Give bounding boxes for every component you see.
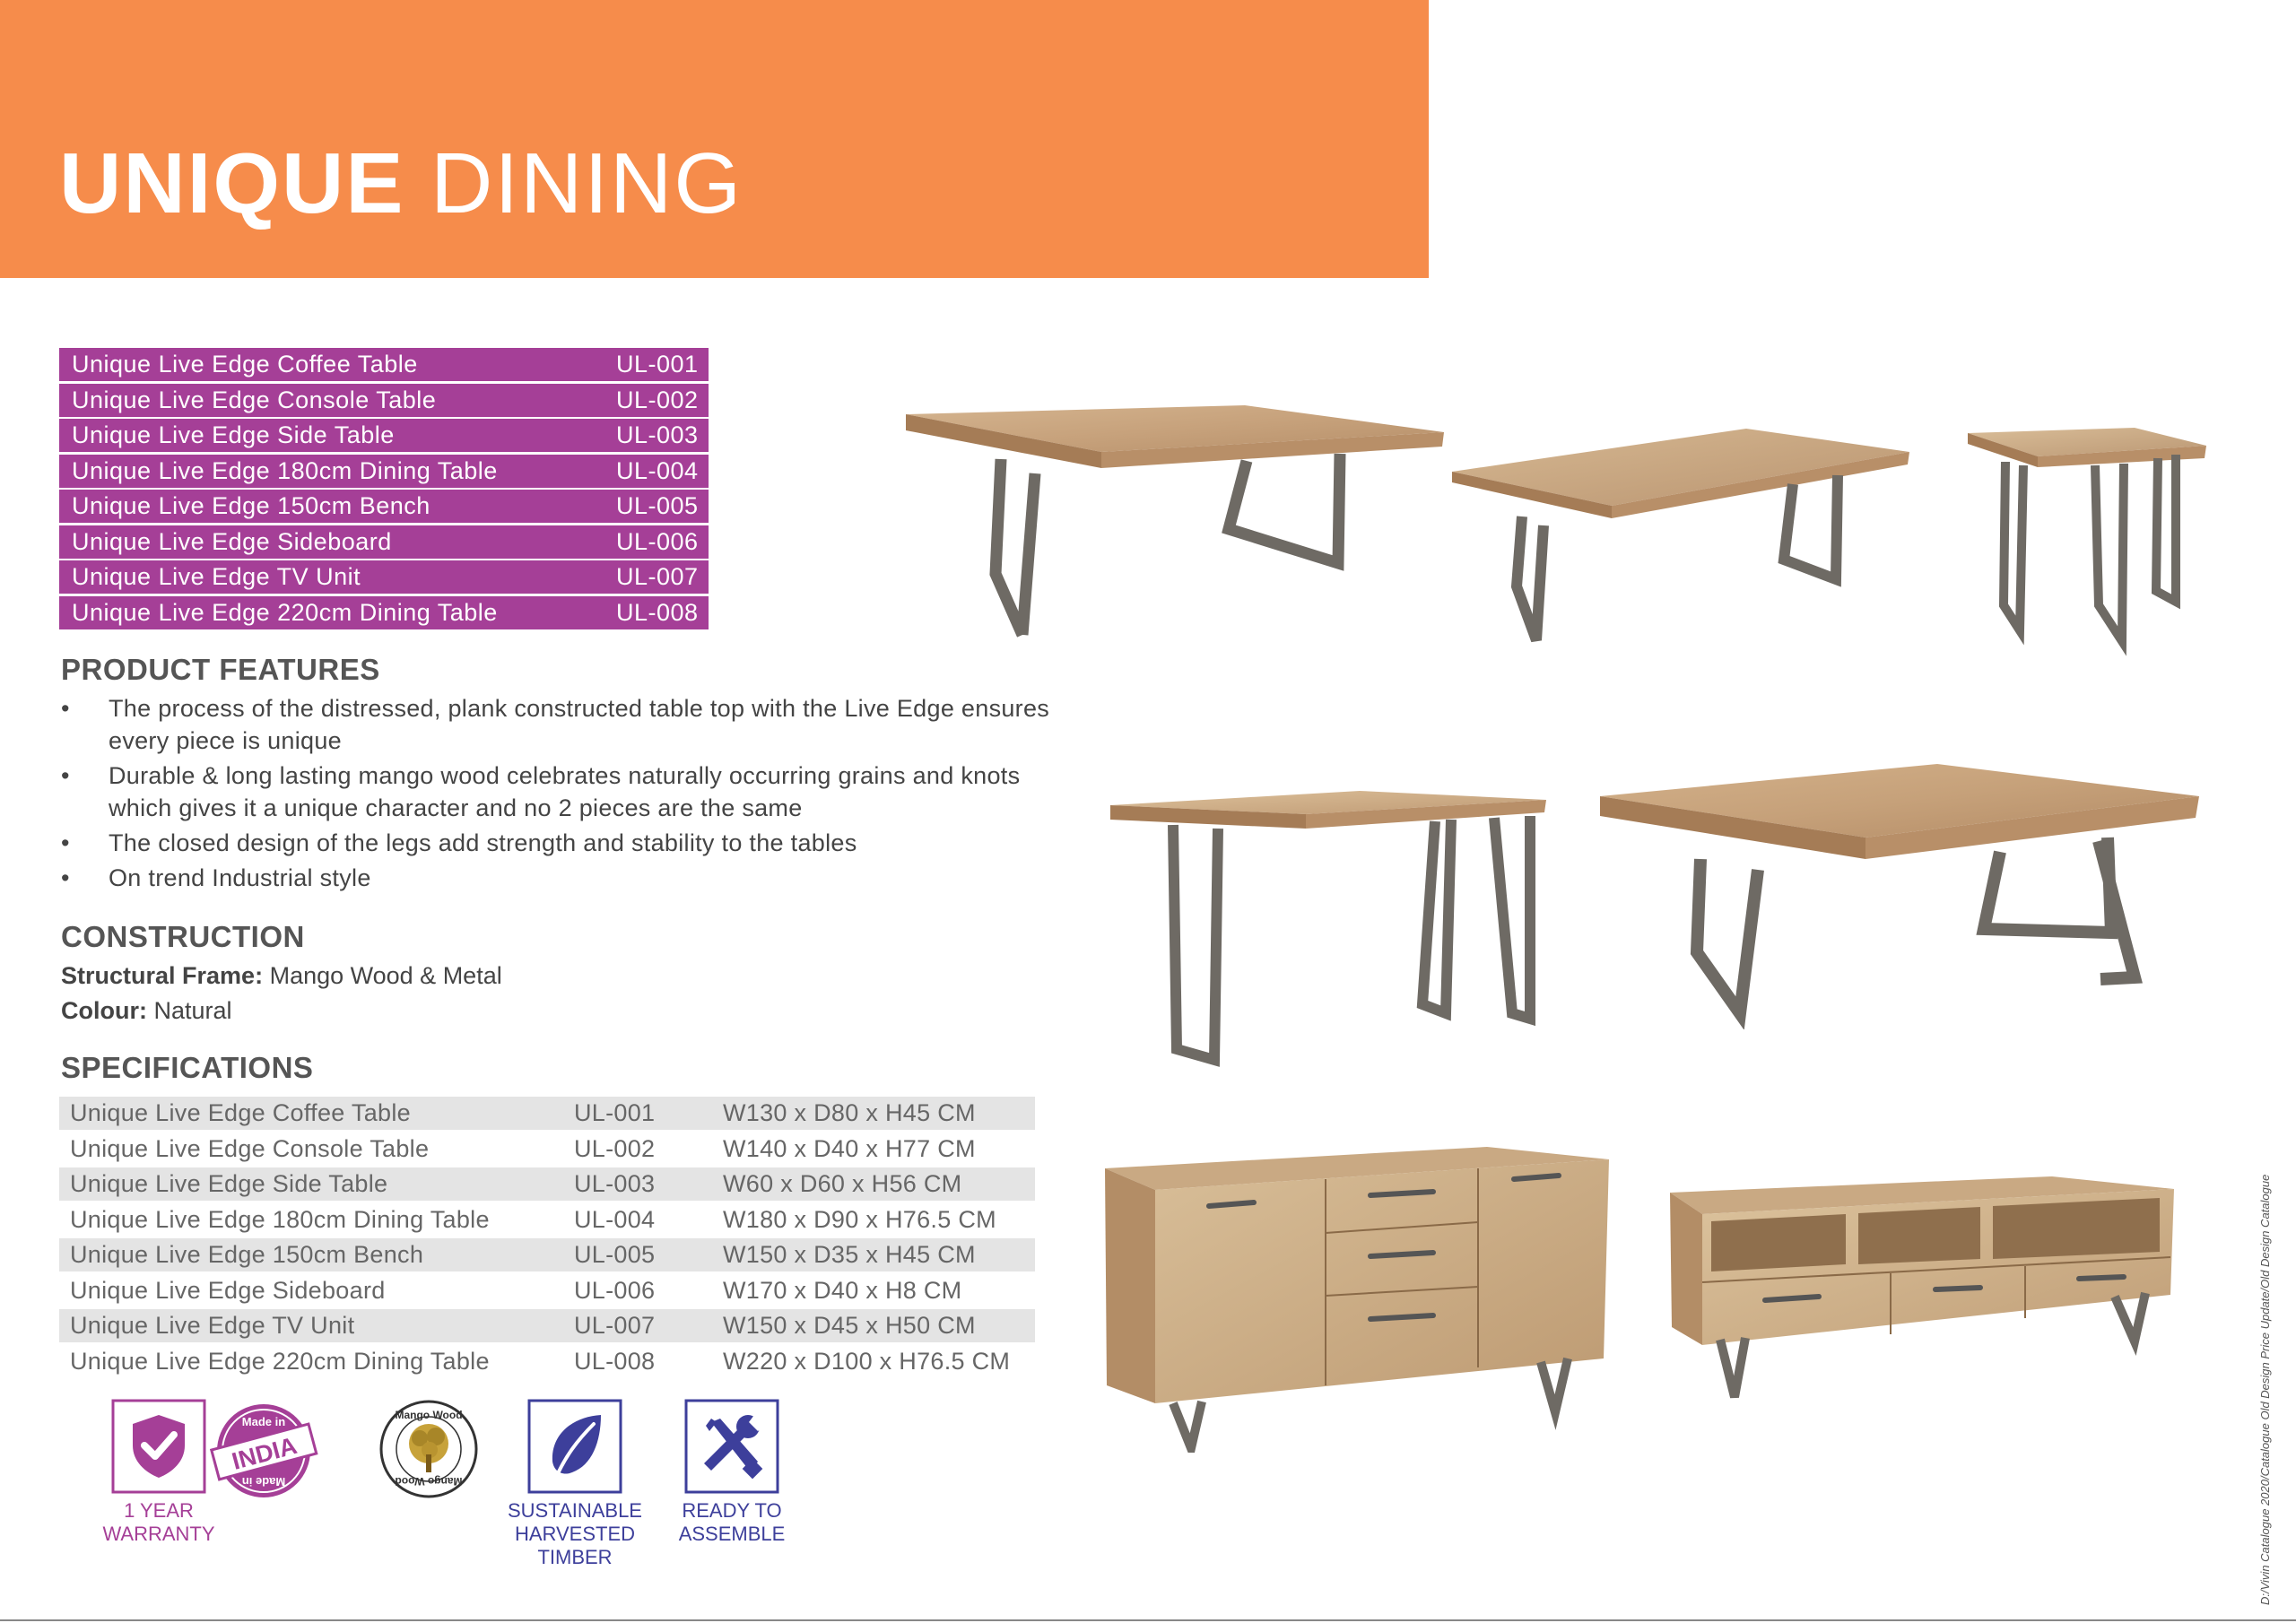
assemble-line2: ASSEMBLE xyxy=(678,1523,786,1545)
construction-heading: CONSTRUCTION xyxy=(61,920,305,953)
warranty-badge xyxy=(93,1499,224,1546)
header-banner xyxy=(0,0,1429,278)
spec-dims: W150 x D35 x H45 CM xyxy=(723,1241,976,1268)
code-row xyxy=(59,384,709,417)
spec-code: UL-008 xyxy=(574,1347,656,1375)
code-row xyxy=(59,348,709,381)
table-row xyxy=(59,1133,1035,1166)
svg-text:Made in: Made in xyxy=(241,1415,286,1428)
construction-details xyxy=(61,959,502,1028)
sustainable-line3: TIMBER xyxy=(537,1546,613,1568)
spec-dims: W60 x D60 x H56 CM xyxy=(723,1170,962,1197)
product-name: Unique Live Edge Console Table xyxy=(72,386,437,413)
product-code-table xyxy=(59,348,709,631)
product-code: UL-001 xyxy=(616,351,699,378)
page-title xyxy=(59,135,743,233)
table-row xyxy=(59,1309,1035,1342)
product-name: Unique Live Edge 150cm Bench xyxy=(72,492,430,519)
svg-text:Mango Wood: Mango Wood xyxy=(395,1409,463,1421)
product-code: UL-004 xyxy=(616,456,699,484)
table-row xyxy=(59,1097,1035,1130)
spec-name: Unique Live Edge Side Table xyxy=(70,1170,388,1197)
feature-item xyxy=(61,827,1065,859)
mango-wood-seal xyxy=(378,1399,479,1499)
assemble-line1: READY TO xyxy=(682,1499,782,1522)
warranty-line2: WARRANTY xyxy=(102,1523,215,1545)
spec-code: UL-005 xyxy=(574,1241,656,1268)
sustainable-line1: SUSTAINABLE xyxy=(508,1499,642,1522)
bottom-divider xyxy=(0,1619,2296,1621)
code-row xyxy=(59,490,709,523)
sustainable-line2: HARVESTED xyxy=(514,1523,636,1545)
spec-name: Unique Live Edge 150cm Bench xyxy=(70,1241,424,1268)
spec-dims: W150 x D45 x H50 CM xyxy=(723,1312,976,1339)
product-code: UL-003 xyxy=(616,421,699,448)
product-code: UL-008 xyxy=(616,598,699,626)
product-name: Unique Live Edge 180cm Dining Table xyxy=(72,456,498,484)
product-name: Unique Live Edge Side Table xyxy=(72,421,395,448)
spec-name: Unique Live Edge 180cm Dining Table xyxy=(70,1205,490,1233)
spec-dims: W180 x D90 x H76.5 CM xyxy=(723,1205,996,1233)
colour-value: Natural xyxy=(153,997,232,1024)
code-row xyxy=(59,419,709,452)
coffee-table-image xyxy=(904,395,1447,646)
tools-icon xyxy=(684,1399,779,1494)
console-table-image xyxy=(1109,789,1548,1067)
spec-dims: W220 x D100 x H76.5 CM xyxy=(723,1347,1011,1375)
spec-name: Unique Live Edge 220cm Dining Table xyxy=(70,1347,490,1375)
title-light: DINING xyxy=(430,135,744,231)
title-bold: UNIQUE xyxy=(59,135,405,231)
svg-text:Mango Wood: Mango Wood xyxy=(395,1475,463,1488)
feature-text: Durable & long lasting mango wood celebrates naturally occurring grains and knots which gives it a unique character and no 2 pieces are the same xyxy=(109,762,1021,821)
bench-image xyxy=(1450,425,1912,649)
dining-table-image xyxy=(1596,760,2202,1029)
code-row xyxy=(59,455,709,488)
spec-name: Unique Live Edge TV Unit xyxy=(70,1312,355,1339)
spec-name: Unique Live Edge Sideboard xyxy=(70,1276,386,1304)
feature-item xyxy=(61,862,1065,894)
code-row xyxy=(59,560,709,594)
shield-check-icon xyxy=(111,1399,206,1494)
file-path-note: D:/Vivin Catalogue 2020/Catalogue Old Design Price Update/Old Design Catalogue xyxy=(2258,1174,2272,1605)
features-list xyxy=(61,692,1065,897)
warranty-line1: 1 YEAR xyxy=(124,1499,194,1522)
bullet-icon: • xyxy=(61,695,70,722)
spec-code: UL-003 xyxy=(574,1170,656,1197)
spec-code: UL-006 xyxy=(574,1276,656,1304)
product-name: Unique Live Edge 220cm Dining Table xyxy=(72,598,498,626)
specifications-heading: SPECIFICATIONS xyxy=(61,1051,314,1084)
spec-dims: W170 x D40 x H8 CM xyxy=(723,1276,962,1304)
feature-text: The process of the distressed, plank constructed table top with the Live Edge ensures every piece is unique xyxy=(109,695,1050,754)
frame-label: Structural Frame: xyxy=(61,962,264,989)
spec-name: Unique Live Edge Console Table xyxy=(70,1134,430,1162)
product-code: UL-005 xyxy=(616,492,699,519)
feature-text: On trend Industrial style xyxy=(109,864,371,891)
sustainable-badge xyxy=(499,1499,651,1569)
spec-name: Unique Live Edge Coffee Table xyxy=(70,1099,411,1126)
made-in-india-stamp xyxy=(208,1399,319,1503)
product-name: Unique Live Edge TV Unit xyxy=(72,563,361,590)
svg-text:Made in: Made in xyxy=(241,1475,286,1488)
table-row xyxy=(59,1167,1035,1201)
spec-code: UL-004 xyxy=(574,1205,656,1233)
product-code: UL-007 xyxy=(616,563,699,590)
bullet-icon: • xyxy=(61,762,70,789)
tv-unit-image xyxy=(1666,1175,2178,1399)
colour-line xyxy=(61,994,502,1028)
side-table-image xyxy=(1964,426,2208,659)
frame-line xyxy=(61,959,502,994)
table-row xyxy=(59,1274,1035,1307)
product-name: Unique Live Edge Sideboard xyxy=(72,527,392,555)
bullet-icon: • xyxy=(61,829,70,856)
feature-item xyxy=(61,692,1065,757)
bullet-icon: • xyxy=(61,864,70,891)
specifications-table xyxy=(59,1097,1035,1380)
product-code: UL-006 xyxy=(616,527,699,555)
table-row xyxy=(59,1238,1035,1271)
leaf-icon xyxy=(527,1399,622,1494)
feature-item xyxy=(61,759,1065,824)
spec-code: UL-007 xyxy=(574,1312,656,1339)
code-row xyxy=(59,596,709,629)
colour-label: Colour: xyxy=(61,997,147,1024)
spec-code: UL-002 xyxy=(574,1134,656,1162)
code-row xyxy=(59,525,709,559)
features-heading: PRODUCT FEATURES xyxy=(61,653,380,686)
assemble-badge xyxy=(660,1499,804,1546)
product-code: UL-002 xyxy=(616,386,699,413)
table-row xyxy=(59,1203,1035,1237)
svg-text:INDIA: INDIA xyxy=(229,1431,300,1475)
product-name: Unique Live Edge Coffee Table xyxy=(72,351,418,378)
feature-text: The closed design of the legs add strength and stability to the tables xyxy=(109,829,857,856)
spec-dims: W130 x D80 x H45 CM xyxy=(723,1099,976,1126)
spec-dims: W140 x D40 x H77 CM xyxy=(723,1134,976,1162)
frame-value: Mango Wood & Metal xyxy=(269,962,502,989)
spec-code: UL-001 xyxy=(574,1099,656,1126)
sideboard-image xyxy=(1101,1143,1613,1453)
table-row xyxy=(59,1345,1035,1378)
